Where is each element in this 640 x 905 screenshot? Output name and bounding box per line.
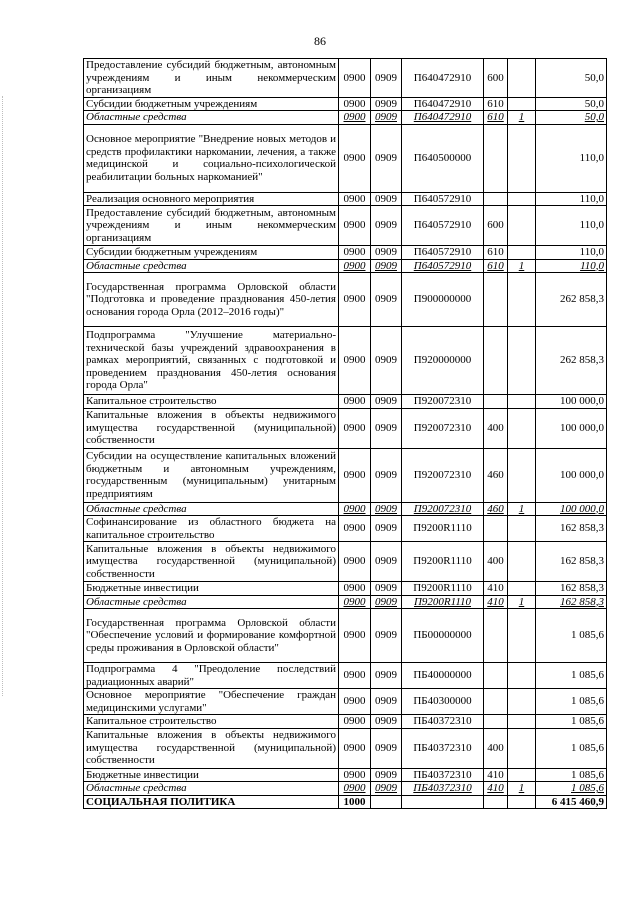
table-row xyxy=(84,192,607,206)
table-row xyxy=(84,728,607,768)
row-source-cell xyxy=(508,689,536,715)
row-name-cell: Капитальное строительство xyxy=(84,715,339,729)
row-subsection-cell: 0909 xyxy=(371,728,402,768)
row-expense-type-cell: 610 xyxy=(484,111,508,125)
row-section-cell: 0900 xyxy=(339,206,371,246)
row-section-cell: 0900 xyxy=(339,408,371,448)
row-section-cell: 0900 xyxy=(339,516,371,542)
row-name-cell: Предоставление субсидий бюджетным, автономным учреждениям и иным некоммерческим организациям xyxy=(84,206,339,246)
row-amount-cell: 162 858,3 xyxy=(536,542,607,582)
table-row xyxy=(84,59,607,98)
row-name-cell: Государственная программа Орловской области "Подготовка и проведение празднования 450-летия основания города Орла (2012–2016 годы)" xyxy=(84,273,339,327)
row-source-cell: 1 xyxy=(508,595,536,609)
table-row xyxy=(84,395,607,409)
row-target-article-cell: П9200R1110 xyxy=(402,595,484,609)
row-source-cell xyxy=(508,728,536,768)
row-section-cell: 0900 xyxy=(339,448,371,502)
row-expense-type-cell xyxy=(484,395,508,409)
row-amount-cell: 100 000,0 xyxy=(536,448,607,502)
row-amount-cell: 6 415 460,9 xyxy=(536,795,607,809)
budget-table xyxy=(83,58,607,809)
row-target-article-cell: ПБ40300000 xyxy=(402,689,484,715)
row-name-cell: Основное мероприятие "Обеспечение граждан медицинскими услугами" xyxy=(84,689,339,715)
page-number: 86 xyxy=(314,34,326,48)
row-subsection-cell: 0909 xyxy=(371,327,402,395)
row-name-cell: Субсидии бюджетным учреждениям xyxy=(84,246,339,260)
row-amount-cell: 110,0 xyxy=(536,246,607,260)
row-subsection-cell: 0909 xyxy=(371,609,402,663)
table-row xyxy=(84,327,607,395)
row-expense-type-cell xyxy=(484,715,508,729)
row-name-cell: Предоставление субсидий бюджетным, автономным учреждениям и иным некоммерческим организациям xyxy=(84,59,339,98)
row-amount-cell: 1 085,6 xyxy=(536,728,607,768)
table-row xyxy=(84,97,607,111)
row-expense-type-cell: 600 xyxy=(484,206,508,246)
table-row xyxy=(84,663,607,689)
table-row xyxy=(84,595,607,609)
row-target-article-cell: ПБ40372310 xyxy=(402,782,484,796)
row-source-cell xyxy=(508,516,536,542)
row-target-article-cell: П920000000 xyxy=(402,327,484,395)
table-row xyxy=(84,795,607,809)
row-target-article-cell: П640472910 xyxy=(402,59,484,98)
row-section-cell: 0900 xyxy=(339,97,371,111)
row-expense-type-cell: 410 xyxy=(484,782,508,796)
row-subsection-cell: 0909 xyxy=(371,782,402,796)
row-name-cell: Бюджетные инвестиции xyxy=(84,768,339,782)
row-name-cell: Бюджетные инвестиции xyxy=(84,582,339,596)
row-section-cell: 0900 xyxy=(339,782,371,796)
table-row xyxy=(84,542,607,582)
row-section-cell: 0900 xyxy=(339,59,371,98)
row-source-cell xyxy=(508,97,536,111)
row-target-article-cell: П640500000 xyxy=(402,124,484,192)
row-source-cell xyxy=(508,795,536,809)
table-row xyxy=(84,246,607,260)
row-name-cell: Капитальные вложения в объекты недвижимого имущества государственной (муниципальной) собственности xyxy=(84,728,339,768)
row-subsection-cell: 0909 xyxy=(371,689,402,715)
row-source-cell: 1 xyxy=(508,502,536,516)
row-section-cell: 0900 xyxy=(339,715,371,729)
row-name-cell: Субсидии бюджетным учреждениям xyxy=(84,97,339,111)
table-row xyxy=(84,768,607,782)
row-target-article-cell: П640472910 xyxy=(402,97,484,111)
row-amount-cell: 262 858,3 xyxy=(536,327,607,395)
row-section-cell: 0900 xyxy=(339,663,371,689)
row-name-cell: Капитальное строительство xyxy=(84,395,339,409)
table-row xyxy=(84,689,607,715)
row-name-cell: Государственная программа Орловской области "Обеспечение условий и формирование комфортной среды проживания в Орловской области" xyxy=(84,609,339,663)
row-amount-cell: 162 858,3 xyxy=(536,582,607,596)
row-expense-type-cell xyxy=(484,663,508,689)
row-target-article-cell: П9200R1110 xyxy=(402,582,484,596)
table-row xyxy=(84,259,607,273)
row-amount-cell: 110,0 xyxy=(536,206,607,246)
row-target-article-cell xyxy=(402,795,484,809)
row-section-cell: 1000 xyxy=(339,795,371,809)
table-row xyxy=(84,124,607,192)
row-source-cell xyxy=(508,582,536,596)
row-amount-cell: 262 858,3 xyxy=(536,273,607,327)
row-target-article-cell: П9200R1110 xyxy=(402,516,484,542)
row-subsection-cell: 0909 xyxy=(371,246,402,260)
row-amount-cell: 50,0 xyxy=(536,111,607,125)
row-amount-cell: 100 000,0 xyxy=(536,395,607,409)
row-source-cell xyxy=(508,246,536,260)
row-subsection-cell: 0909 xyxy=(371,516,402,542)
row-source-cell xyxy=(508,768,536,782)
table-row xyxy=(84,273,607,327)
row-target-article-cell: П920072310 xyxy=(402,448,484,502)
row-source-cell xyxy=(508,408,536,448)
row-expense-type-cell: 610 xyxy=(484,259,508,273)
row-target-article-cell: ПБ40000000 xyxy=(402,663,484,689)
row-subsection-cell: 0909 xyxy=(371,582,402,596)
row-amount-cell: 100 000,0 xyxy=(536,502,607,516)
row-source-cell xyxy=(508,715,536,729)
row-section-cell: 0900 xyxy=(339,111,371,125)
row-name-cell: Областные средства xyxy=(84,111,339,125)
table-row xyxy=(84,582,607,596)
row-expense-type-cell xyxy=(484,273,508,327)
row-subsection-cell: 0909 xyxy=(371,408,402,448)
row-section-cell: 0900 xyxy=(339,502,371,516)
row-subsection-cell xyxy=(371,795,402,809)
row-expense-type-cell: 460 xyxy=(484,448,508,502)
table-row xyxy=(84,609,607,663)
row-target-article-cell: П640572910 xyxy=(402,246,484,260)
row-target-article-cell: П640572910 xyxy=(402,192,484,206)
row-amount-cell: 50,0 xyxy=(536,59,607,98)
row-amount-cell: 1 085,6 xyxy=(536,768,607,782)
row-section-cell: 0900 xyxy=(339,192,371,206)
row-source-cell xyxy=(508,395,536,409)
table-row xyxy=(84,516,607,542)
row-section-cell: 0900 xyxy=(339,246,371,260)
row-name-cell: Основное мероприятие "Внедрение новых методов и средств профилактики наркомании, лечения, а также медицинской и социально-психологической реабилитации больных наркоманией" xyxy=(84,124,339,192)
row-amount-cell: 1 085,6 xyxy=(536,663,607,689)
row-name-cell: Субсидии на осуществление капитальных вложений бюджетным и автономным учреждениям, государственным (муниципальным) унитарным предприятиям xyxy=(84,448,339,502)
row-subsection-cell: 0909 xyxy=(371,259,402,273)
row-source-cell: 1 xyxy=(508,111,536,125)
row-subsection-cell: 0909 xyxy=(371,273,402,327)
row-name-cell: СОЦИАЛЬНАЯ ПОЛИТИКА xyxy=(84,795,339,809)
table-row xyxy=(84,408,607,448)
row-section-cell: 0900 xyxy=(339,327,371,395)
table-row xyxy=(84,502,607,516)
row-subsection-cell: 0909 xyxy=(371,595,402,609)
row-source-cell xyxy=(508,448,536,502)
row-section-cell: 0900 xyxy=(339,595,371,609)
row-subsection-cell: 0909 xyxy=(371,448,402,502)
row-name-cell: Софинансирование из областного бюджета на капитальное строительство xyxy=(84,516,339,542)
row-amount-cell: 110,0 xyxy=(536,124,607,192)
row-subsection-cell: 0909 xyxy=(371,542,402,582)
row-section-cell: 0900 xyxy=(339,124,371,192)
row-source-cell xyxy=(508,663,536,689)
row-target-article-cell: ПБ40372310 xyxy=(402,715,484,729)
row-subsection-cell: 0909 xyxy=(371,663,402,689)
row-source-cell xyxy=(508,542,536,582)
row-source-cell xyxy=(508,273,536,327)
row-target-article-cell: П640472910 xyxy=(402,111,484,125)
table-row xyxy=(84,206,607,246)
row-target-article-cell: ПБ40372310 xyxy=(402,768,484,782)
row-expense-type-cell: 600 xyxy=(484,59,508,98)
row-expense-type-cell xyxy=(484,516,508,542)
row-source-cell xyxy=(508,192,536,206)
table-row xyxy=(84,111,607,125)
table-row xyxy=(84,782,607,796)
row-expense-type-cell: 400 xyxy=(484,542,508,582)
row-amount-cell: 110,0 xyxy=(536,192,607,206)
table-row xyxy=(84,448,607,502)
row-subsection-cell: 0909 xyxy=(371,97,402,111)
row-expense-type-cell xyxy=(484,192,508,206)
row-amount-cell: 100 000,0 xyxy=(536,408,607,448)
row-amount-cell: 50,0 xyxy=(536,97,607,111)
row-subsection-cell: 0909 xyxy=(371,715,402,729)
row-expense-type-cell: 460 xyxy=(484,502,508,516)
row-expense-type-cell: 400 xyxy=(484,408,508,448)
row-source-cell: 1 xyxy=(508,259,536,273)
row-source-cell xyxy=(508,206,536,246)
row-target-article-cell: ПБ00000000 xyxy=(402,609,484,663)
row-target-article-cell: П9200R1110 xyxy=(402,542,484,582)
row-source-cell xyxy=(508,609,536,663)
row-name-cell: Подпрограмма "Улучшение материально-технической базы учреждений здравоохранения в рамках мероприятий, связанных с подготовкой и проведением празднования 450-летия основания города Орла" xyxy=(84,327,339,395)
row-subsection-cell: 0909 xyxy=(371,111,402,125)
row-subsection-cell: 0909 xyxy=(371,192,402,206)
row-expense-type-cell xyxy=(484,795,508,809)
row-subsection-cell: 0909 xyxy=(371,206,402,246)
table-row xyxy=(84,715,607,729)
row-target-article-cell: П640572910 xyxy=(402,206,484,246)
row-subsection-cell: 0909 xyxy=(371,124,402,192)
row-name-cell: Капитальные вложения в объекты недвижимого имущества государственной (муниципальной) собственности xyxy=(84,542,339,582)
row-expense-type-cell: 410 xyxy=(484,768,508,782)
row-target-article-cell: П920072310 xyxy=(402,395,484,409)
row-name-cell: Реализация основного мероприятия xyxy=(84,192,339,206)
row-section-cell: 0900 xyxy=(339,582,371,596)
row-expense-type-cell: 410 xyxy=(484,595,508,609)
row-expense-type-cell: 410 xyxy=(484,582,508,596)
row-name-cell: Областные средства xyxy=(84,259,339,273)
row-amount-cell: 162 858,3 xyxy=(536,595,607,609)
row-expense-type-cell xyxy=(484,124,508,192)
row-subsection-cell: 0909 xyxy=(371,395,402,409)
row-source-cell xyxy=(508,59,536,98)
row-section-cell: 0900 xyxy=(339,768,371,782)
row-name-cell: Подпрограмма 4 "Преодоление последствий радиационных аварий" xyxy=(84,663,339,689)
row-section-cell: 0900 xyxy=(339,395,371,409)
row-target-article-cell: П920072310 xyxy=(402,502,484,516)
row-target-article-cell: П640572910 xyxy=(402,259,484,273)
row-name-cell: Областные средства xyxy=(84,782,339,796)
row-source-cell: 1 xyxy=(508,782,536,796)
row-expense-type-cell xyxy=(484,689,508,715)
budget-table-body xyxy=(84,59,607,809)
row-target-article-cell: П920072310 xyxy=(402,408,484,448)
row-amount-cell: 162 858,3 xyxy=(536,516,607,542)
row-target-article-cell: ПБ40372310 xyxy=(402,728,484,768)
row-name-cell: Областные средства xyxy=(84,595,339,609)
row-expense-type-cell xyxy=(484,609,508,663)
row-amount-cell: 1 085,6 xyxy=(536,689,607,715)
row-subsection-cell: 0909 xyxy=(371,768,402,782)
row-amount-cell: 1 085,6 xyxy=(536,715,607,729)
row-section-cell: 0900 xyxy=(339,542,371,582)
row-source-cell xyxy=(508,124,536,192)
scan-margin-mark xyxy=(2,96,6,696)
row-source-cell xyxy=(508,327,536,395)
row-name-cell: Капитальные вложения в объекты недвижимого имущества государственной (муниципальной) собственности xyxy=(84,408,339,448)
row-expense-type-cell: 610 xyxy=(484,246,508,260)
row-section-cell: 0900 xyxy=(339,259,371,273)
row-amount-cell: 110,0 xyxy=(536,259,607,273)
row-subsection-cell: 0909 xyxy=(371,502,402,516)
row-section-cell: 0900 xyxy=(339,609,371,663)
row-section-cell: 0900 xyxy=(339,273,371,327)
row-subsection-cell: 0909 xyxy=(371,59,402,98)
row-amount-cell: 1 085,6 xyxy=(536,609,607,663)
row-target-article-cell: П900000000 xyxy=(402,273,484,327)
row-section-cell: 0900 xyxy=(339,728,371,768)
row-amount-cell: 1 085,6 xyxy=(536,782,607,796)
row-expense-type-cell: 400 xyxy=(484,728,508,768)
row-expense-type-cell: 610 xyxy=(484,97,508,111)
row-name-cell: Областные средства xyxy=(84,502,339,516)
row-expense-type-cell xyxy=(484,327,508,395)
row-section-cell: 0900 xyxy=(339,689,371,715)
